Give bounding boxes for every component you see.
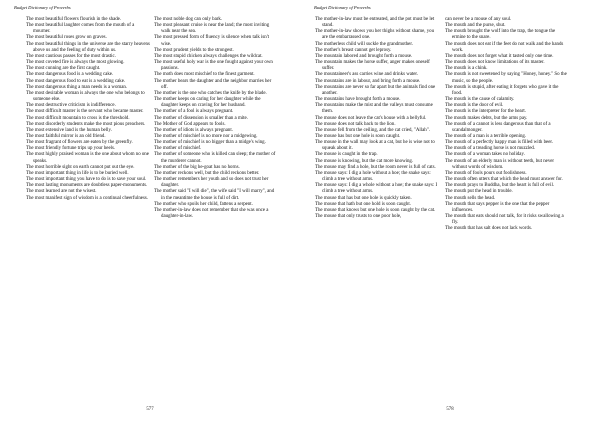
proverb-entry: The mother of the big he-goat has no horns. [154, 164, 240, 170]
proverb-entry: The mouth of an elderly man is without teeth, but never without words of wisdom. [445, 158, 555, 170]
proverb-entry: The mouth that says pepper is the one that the pepper influences. [445, 201, 550, 213]
proverb-entry: The most learned are not the wisest. [26, 189, 97, 195]
proverb-entry: The most faithful mirror is an old friend. [26, 133, 106, 139]
page-number: 578 [446, 407, 454, 412]
proverb-entry: The mother of mischief is no bigger than a midge's wing. [154, 140, 266, 146]
proverb-entry: The mouth of a perfectly happy man is filled with beer. [445, 140, 553, 146]
proverb-entry: The most important thing you have to do is to save your soul. [26, 177, 147, 183]
proverb-entry: The mother's breast cannot get leprosy. [315, 47, 392, 53]
proverb-entry: The most cautious passes for the most drastic. [26, 53, 116, 59]
proverb-entry: The mother of mischief. [154, 146, 202, 152]
proverb-entry: The mother of a fool is always pregnant. [154, 109, 234, 115]
proverb-entry: The most dangerous thing a man needs is a woman. [26, 84, 128, 90]
right-page-column-2 [445, 17, 569, 232]
proverb-entry: The mouse does not talk back to the lion. [315, 121, 396, 127]
proverb-entry: The mother-in-law shows you her thighs without shame, you are the embarrassed one. [315, 29, 435, 41]
proverb-entry: The mountains have brought forth a mouse. [315, 97, 401, 103]
proverb-entry: The mouse that knows but one hole is soon caught by the cat. [315, 207, 436, 213]
proverb-entry: The mouth is the interpreter for the heart. [445, 109, 526, 115]
proverb-entry: The most coveted fire is always the most glowing. [26, 60, 125, 66]
proverb-entry: The mother is the one who catches the knife by the blade. [154, 90, 267, 96]
proverb-entry: The most horrible sight on earth cannot put out the eye. [26, 164, 135, 170]
proverb-entry: The mouth sells the head. [445, 195, 496, 201]
proverb-entry: The most beautiful things in the universe are the starry heavens above us and the feeling of duty within us. [26, 41, 150, 53]
proverb-entry: The mouse may find a hole, but the room never is full of cats. [315, 164, 436, 170]
proverb-entry: The mouth is stupid, after eating it forgets who gave it the food. [445, 84, 559, 96]
proverb-entry: The mouth often utters that which the head must answer for. [445, 177, 563, 183]
proverb-entry: The most pressed form of fluency is silence when talk isn't wise. [154, 35, 269, 47]
proverb-entry: The most pleasant cruise is near the land; the most inviting walk near the sea. [154, 23, 270, 35]
proverb-entry: The most difficult mountain to cross is the threshold. [26, 115, 130, 121]
proverb-entry: The mouth of fools pours out foolishness. [445, 170, 527, 176]
proverb-entry: The mouse is caught in the trap. [315, 152, 378, 158]
proverb-entry: The most friendly fortune trips up your heels. [26, 146, 116, 152]
proverb-entry: The mother bears the daughter and the neighbor marries her off. [154, 78, 272, 90]
proverb-entry: The most disorderly students make the most pious preachers. [26, 121, 146, 127]
proverb-entry: The most beautiful flowers flourish in the shade. [26, 17, 122, 22]
proverb-entry: The mouse that hath but one hold is soon caught. [315, 201, 411, 207]
proverb-entry: The mouth prays to Buddha, but the heart is full of evil. [445, 183, 555, 189]
proverb-entry: The mouth is the cause of calamity. [445, 97, 515, 103]
proverb-entry: The most extensive land is the human belly. [26, 127, 112, 133]
proverb-entry: The mouse fell from the ceiling, and the cat cried, "Allah". [315, 127, 430, 133]
left-page-column-2 [154, 17, 278, 220]
proverb-entry: The mother keeps on caring for her daughter while the daughter keeps on craving for her husband. [154, 97, 261, 109]
proverb-entry: The most useful holy war is the one fought against your own passions. [154, 60, 273, 72]
proverb-entry: The most destructive criticism is indifference. [26, 103, 116, 109]
proverb-entry: The mouth is the door of evil. [445, 103, 504, 109]
proverb-entry: The motherless child will suckle the grandmother. [315, 41, 413, 47]
proverb-entry: The most fragrant of flowers are eaten by the greenfly. [26, 140, 133, 146]
proverb-entry: The mountains are in labour, and bring forth a mouse. [315, 78, 421, 84]
proverb-entry: The most dangerous food is a wedding cake. [26, 72, 114, 78]
proverb-entry: The most desirable woman is always the one who belongs to someone else. [26, 90, 145, 103]
proverb-entry: The most cunning are the first caught. [26, 66, 101, 72]
proverb-entry: The mountain labored and brought forth a mouse. [315, 53, 413, 59]
proverb-entry: The mouse that only trusts to one poor hole, [315, 214, 402, 219]
proverb-entry: The mouse does not leave the cat's house with a bellyful. [315, 115, 427, 121]
proverb-entry: The most prudent yields to the strongest. [154, 47, 234, 53]
proverb-entry: The most dangerous food to eat is a wedding cake. [26, 78, 126, 84]
proverb-entry: The most difficult master is the servant who became master. [26, 109, 144, 115]
proverb-entry: The mouth does not know limitations of its master. [445, 60, 545, 66]
proverb-entry: The mother of someone who is killed can sleep; the mother of the murderer cannot. [154, 152, 276, 164]
running-head: Budget Dictionary of Proverbs [14, 5, 71, 10]
proverb-entry: The mouth of a cannot is less dangerous than that of a scandalmonger. [445, 121, 551, 133]
proverb-entry: The mouth of a woman takes no holiday. [445, 152, 525, 158]
proverb-entry: can never be a mouse of any soul. [445, 17, 512, 22]
proverb-entry: The Mother of God appears to fools. [154, 121, 226, 127]
proverb-entry: The mother reckons well, but the child reckons better. [154, 170, 260, 176]
proverb-entry: The mouse that has but one hole is quickly taken. [315, 195, 412, 201]
proverb-entry: The most manifest sign of wisdom is a continual cheerfulness. [26, 195, 148, 201]
proverb-entry: The mouth of a treading horse is not muzzled. [445, 146, 536, 152]
proverb-entry: The mouth brought the wolf into the trap, the tongue the ermine to the snare. [445, 29, 556, 41]
proverb-entry: The mouth does not eat if the feet do not walk and the hands work. [445, 41, 564, 53]
proverb-entry: The mountain makes the horse suffer, anger makes oneself suffer. [315, 60, 430, 72]
proverb-entry: The mother of idiots is always pregnant. [154, 127, 233, 133]
right-page-column-1 [315, 17, 439, 220]
left-page-column-1 [26, 17, 150, 202]
page-number: 577 [146, 407, 154, 412]
proverb-entry: The mouth and the purse, shut. [445, 23, 506, 29]
proverb-entry: The most noble dog can only bark. [154, 17, 223, 22]
proverb-entry: The mouse has but one hole is soon caught. [315, 133, 401, 139]
proverb-entry: The mouth that eats should not talk, for it risks swallowing a fly. [445, 214, 564, 226]
proverb-entry: The mouse says: I dig a whole without a hoe; the snake says: I climb a tree without arms. [315, 183, 438, 195]
right-page [300, 0, 600, 424]
proverb-entry: The mouth is a chink. [445, 66, 488, 72]
proverb-entry: The mother-in-law must be entreated, and the pot must be let stand. [315, 17, 435, 29]
proverb-entry: The mouse says: I dig a hole without a hoe; the snake says: climb a tree without arms. [315, 170, 431, 183]
proverb-entry: The mother-in-law does not remember that she was once a daughter-in-law. [154, 207, 269, 219]
proverb-entry: The mouse is knowing, but the cat more knowing. [315, 158, 414, 164]
proverb-entry: The mother said "I will die", the wife said "I will marry", and in the meantime the house is full of dirt. [154, 189, 275, 201]
proverb-entry: The mouth is not sweetened by saying "Honey, honey." So the music, so the people. [445, 72, 567, 84]
proverb-entry: The mouth of a man is a terrible opening. [445, 133, 527, 139]
proverb-entry: The mother who spoils her child, fattens a serpent. [154, 201, 253, 207]
proverb-entry: The mountains make the mist and the valleys must consume them. [315, 103, 433, 115]
proverb-entry: The most lasting monuments are doubtless paper-monuments. [26, 183, 148, 189]
proverb-entry: The mother of mischief is no more nor a midgewing. [154, 133, 258, 139]
proverb-entry: The mother of dissension is smaller than a mite. [154, 115, 248, 121]
proverb-entry: The moth does most mischief to the finest garment. [154, 72, 255, 78]
proverb-entry: The mouth does not forget what it tasted only one time. [445, 53, 554, 59]
proverb-entry: The most beautiful laughter comes from the mouth of a mourner. [26, 23, 135, 35]
running-head: Budget Dictionary of Proverbs [314, 5, 371, 10]
proverb-entry: The most stupid chicken always challenges the wildcat. [154, 53, 263, 59]
proverb-entry: The mouth that has salt does not lack words. [445, 226, 533, 232]
proverb-entry: The mouth put the head in trouble. [445, 189, 513, 195]
proverb-entry: The mother remembers her youth and so does not trust her daughter. [154, 177, 269, 189]
proverb-entry: The most important thing in life is to be buried well. [26, 170, 129, 176]
proverb-entry: The mountains are never so far apart but the animals find one another. [315, 84, 436, 96]
proverb-entry: The mouse in the wall may look at a cat, but he is wise not to squeak about it. [315, 140, 435, 152]
proverb-entry: The most beautiful roses grow on graves. [26, 35, 107, 41]
proverb-entry: The most highly praised woman is the one about whom no one speaks. [26, 152, 149, 164]
proverb-entry: The mountaineer's ass carries wine and drinks water. [315, 72, 419, 78]
proverb-entry: The mouth makes debts, but the arms pay. [445, 115, 528, 121]
